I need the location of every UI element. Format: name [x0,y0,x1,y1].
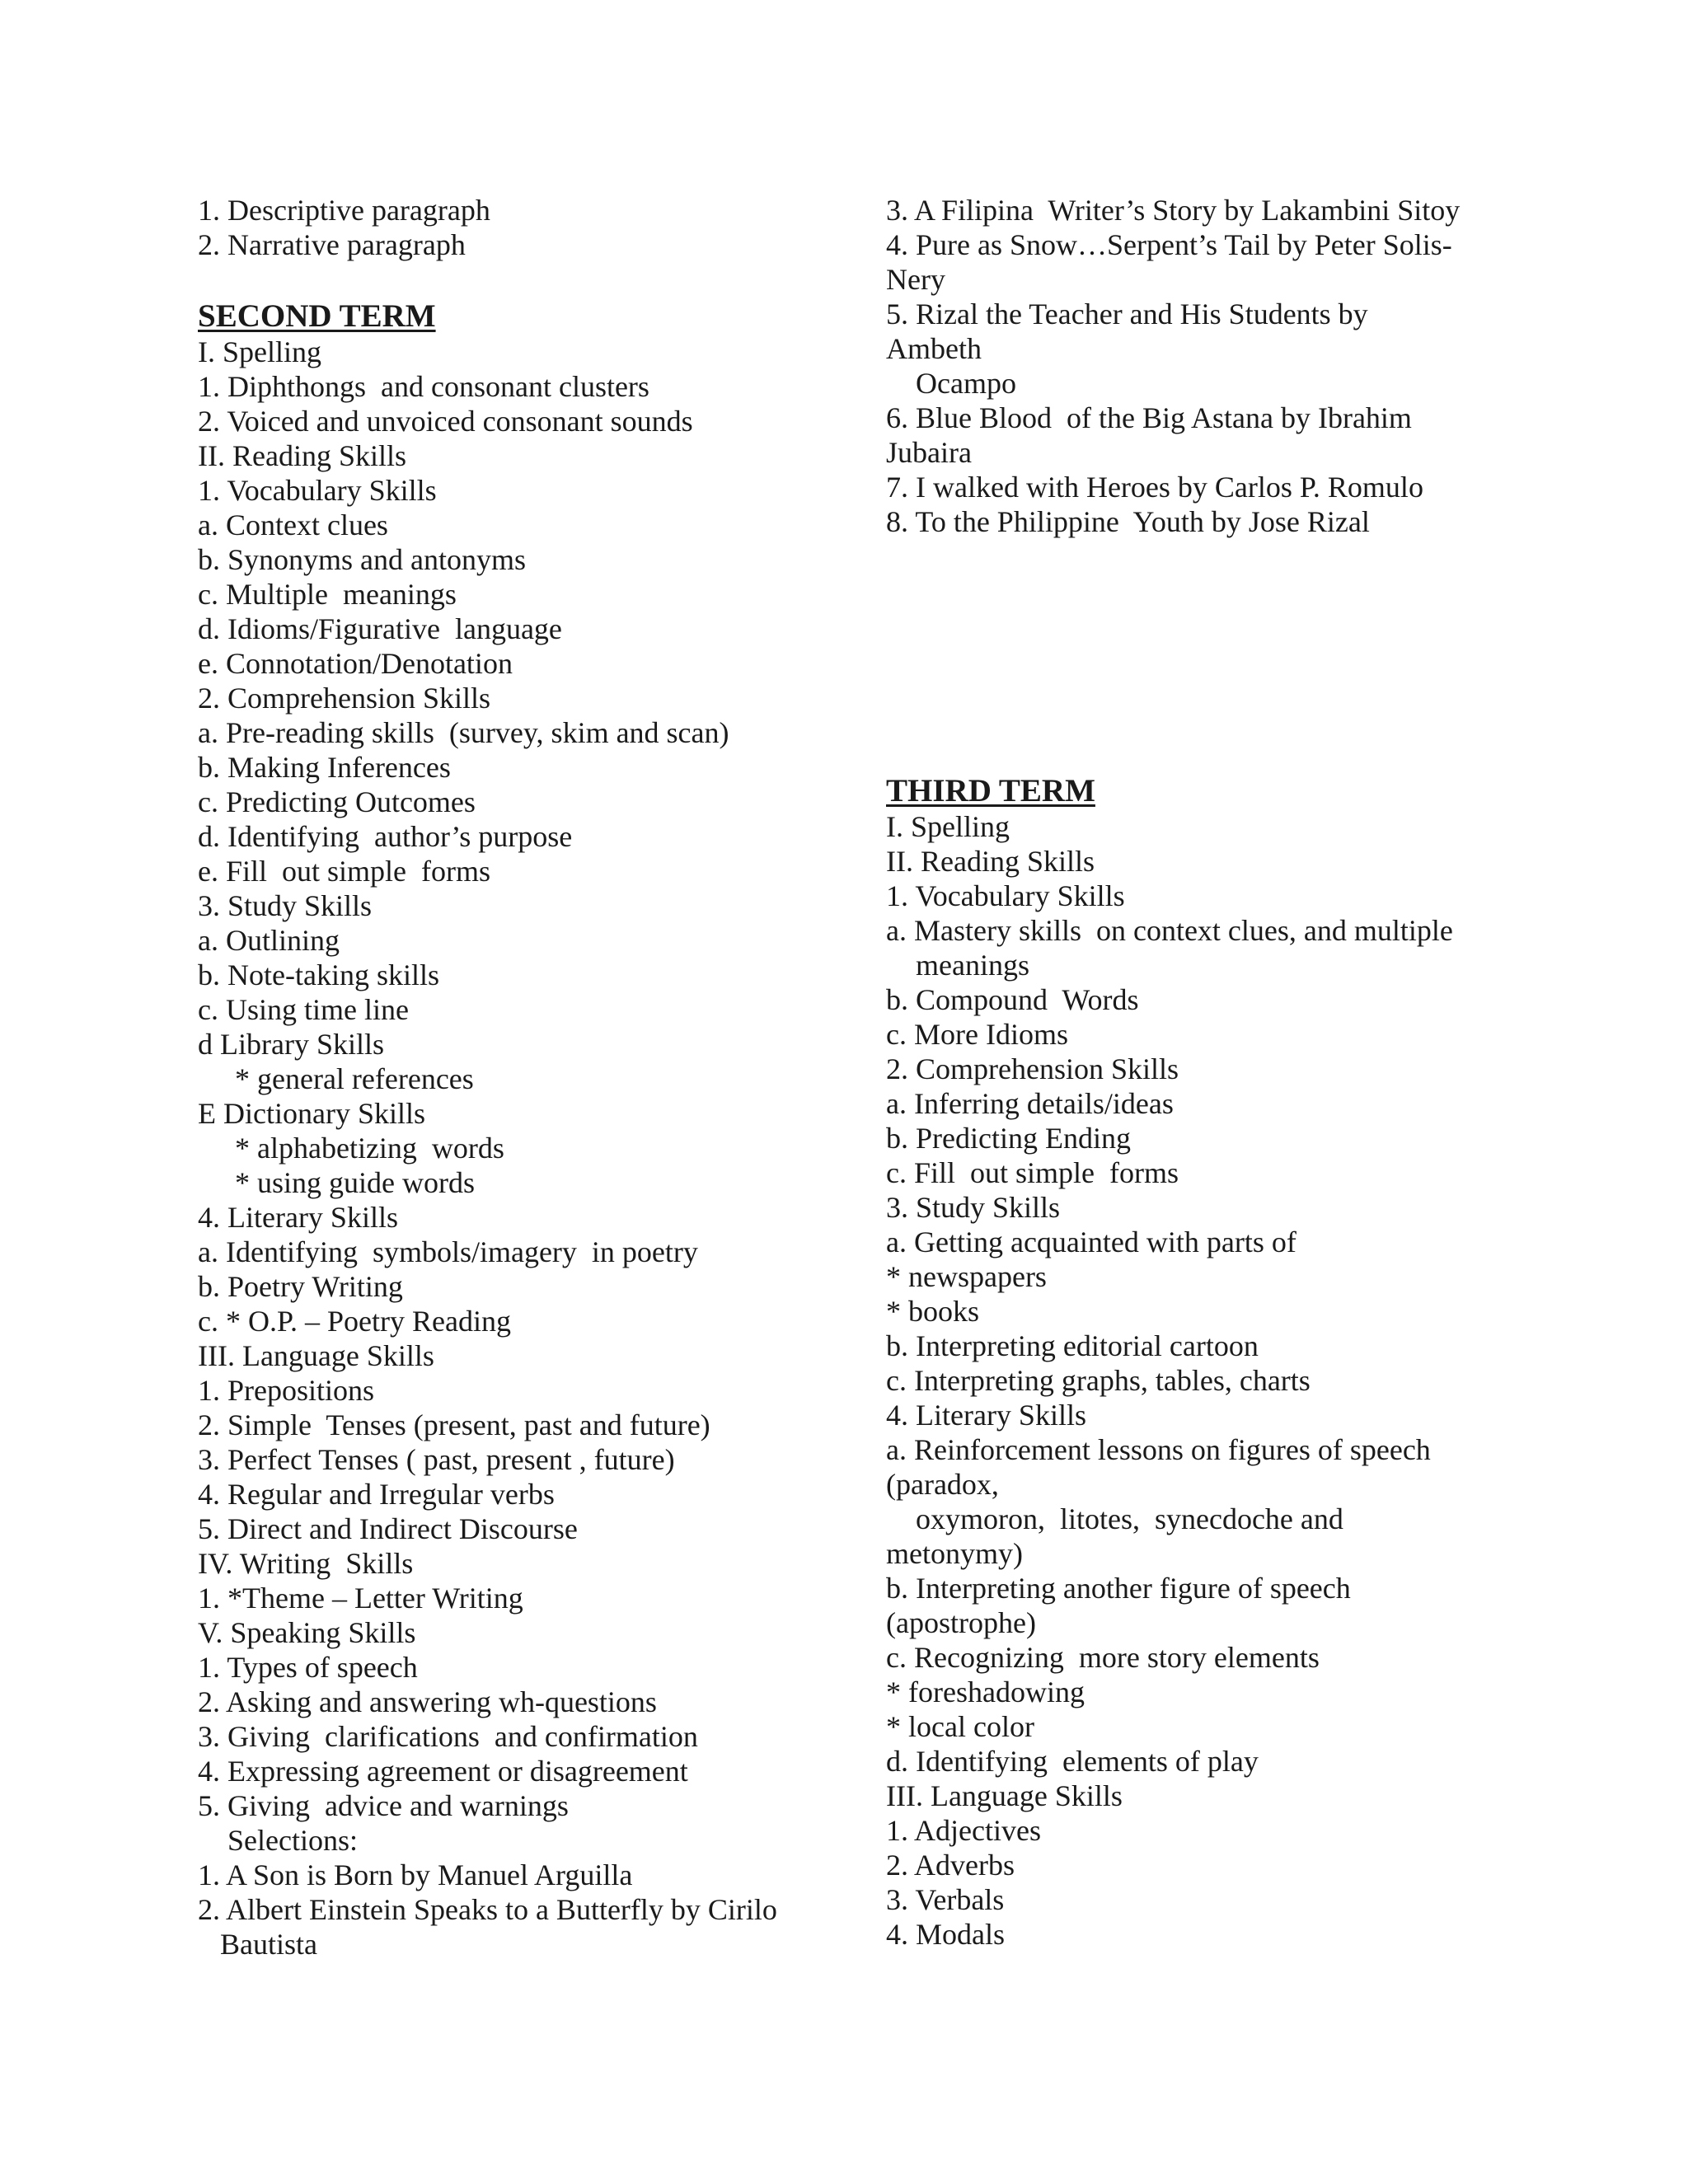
outline-line: 1. Vocabulary Skills [886,879,1125,912]
outline-line: oxymoron, litotes, synecdoche and [886,1502,1343,1535]
outline-line: 4. Expressing agreement or disagreement [198,1755,688,1788]
outline-line: 8. To the Philippine Youth by Jose Rizal [886,505,1370,538]
spacer [198,262,857,298]
outline-line: e. Fill out simple forms [198,855,490,888]
outline-line: b. Interpreting another figure of speech [886,1572,1351,1605]
outline-line: d. Idioms/Figurative language [198,612,562,645]
outline-line: 1. Types of speech [198,1651,418,1684]
outline-line: 1. A Son is Born by Manuel Arguilla [198,1858,633,1891]
outline-line: III. Language Skills [198,1339,434,1372]
outline-line: Jubaira [886,436,972,469]
outline-line: 2. Comprehension Skills [198,682,491,715]
third-term-heading: THIRD TERM [886,773,1095,808]
outline-line: d. Identifying elements of play [886,1745,1259,1778]
outline-line: 1. Adjectives [886,1814,1041,1847]
outline-line: * local color [886,1710,1034,1743]
outline-line: 1. *Theme – Letter Writing [198,1582,523,1615]
outline-line: 3. Perfect Tenses ( past, present , future) [198,1443,675,1476]
outline-line: b. Interpreting editorial cartoon [886,1329,1259,1362]
outline-line: E Dictionary Skills [198,1097,425,1130]
outline-line: 1. Prepositions [198,1374,375,1407]
outline-line: a. Outlining [198,924,340,957]
outline-line: c. * O.P. – Poetry Reading [198,1305,511,1338]
outline-line: Ambeth [886,332,982,365]
outline-line: 3. Study Skills [198,889,373,922]
outline-line: Ocampo [886,367,1016,400]
outline-line: * newspapers [886,1260,1047,1293]
outline-line: Nery [886,263,945,296]
left-top-list [198,193,857,262]
spacer [886,539,1479,773]
outline-line: d. Identifying author’s purpose [198,820,573,853]
second-term-heading: SECOND TERM [198,298,436,334]
outline-line: 3. Giving clarifications and confirmation [198,1720,698,1753]
outline-line: * alphabetizing words [198,1132,504,1165]
outline-line: 4. Modals [886,1918,1005,1951]
outline-line: Selections: [198,1824,358,1857]
outline-line: 5. Rizal the Teacher and His Students by [886,298,1368,330]
outline-line: c. Interpreting graphs, tables, charts [886,1364,1311,1397]
outline-line: III. Language Skills [886,1779,1123,1812]
outline-line: e. Connotation/Denotation [198,647,513,680]
outline-line: c. Fill out simple forms [886,1156,1179,1189]
outline-line: II. Reading Skills [886,845,1095,878]
second-term-list [198,335,857,1961]
outline-line: 4. Pure as Snow…Serpent’s Tail by Peter Solis- [886,228,1452,261]
outline-line: b. Predicting Ending [886,1122,1131,1155]
outline-line: 1. Descriptive paragraph [198,194,490,227]
outline-line: (apostrophe) [886,1606,1036,1639]
outline-line: a. Inferring details/ideas [886,1087,1174,1120]
outline-line: 5. Giving advice and warnings [198,1789,569,1822]
outline-line: 2. Voiced and unvoiced consonant sounds [198,405,693,438]
outline-line: c. Predicting Outcomes [198,785,476,818]
outline-line: a. Getting acquainted with parts of [886,1226,1296,1258]
outline-line: b. Making Inferences [198,751,451,784]
outline-line: 4. Regular and Irregular verbs [198,1478,555,1511]
outline-line: * general references [198,1062,474,1095]
outline-line: 3. Study Skills [886,1191,1061,1224]
outline-line: 2. Asking and answering wh-questions [198,1685,657,1718]
outline-line: 2. Comprehension Skills [886,1052,1179,1085]
outline-line: meanings [886,949,1029,982]
outline-line: a. Mastery skills on context clues, and multiple [886,914,1453,947]
outline-line: I. Spelling [198,335,321,368]
outline-line: * using guide words [198,1166,475,1199]
outline-line: a. Reinforcement lessons on figures of speech [886,1433,1431,1466]
outline-line: 4. Literary Skills [886,1399,1086,1432]
outline-line: 2. Narrative paragraph [198,228,466,261]
outline-line: a. Context clues [198,509,388,541]
outline-line: I. Spelling [886,810,1010,843]
outline-line: 4. Literary Skills [198,1201,398,1234]
third-term-list [886,809,1479,1952]
outline-line: * foreshadowing [886,1675,1085,1708]
outline-line: 5. Direct and Indirect Discourse [198,1512,578,1545]
outline-line: 3. A Filipina Writer’s Story by Lakambini Sitoy [886,194,1461,227]
outline-line: * books [886,1295,980,1328]
left-column [198,193,857,1961]
outline-line: c. Using time line [198,993,409,1026]
outline-line: a. Identifying symbols/imagery in poetry [198,1235,698,1268]
outline-line: b. Synonyms and antonyms [198,543,527,576]
outline-line: d Library Skills [198,1028,384,1061]
outline-line: a. Pre-reading skills (survey, skim and scan) [198,716,729,749]
outline-line: 2. Adverbs [886,1849,1015,1882]
outline-line: V. Speaking Skills [198,1616,416,1649]
outline-line: Bautista [198,1928,317,1961]
outline-line: c. Recognizing more story elements [886,1641,1320,1674]
outline-line: 1. Vocabulary Skills [198,474,437,507]
selections-list [886,193,1479,539]
outline-line: b. Compound Words [886,983,1139,1016]
outline-line: c. Multiple meanings [198,578,457,611]
outline-line: 7. I walked with Heroes by Carlos P. Romulo [886,471,1423,504]
outline-line: II. Reading Skills [198,439,406,472]
outline-line: IV. Writing Skills [198,1547,414,1580]
outline-line: 3. Verbals [886,1883,1005,1916]
outline-line: 2. Simple Tenses (present, past and future) [198,1408,710,1441]
right-column [886,193,1479,1952]
outline-line: 2. Albert Einstein Speaks to a Butterfly by Cirilo [198,1893,777,1926]
outline-line: 6. Blue Blood of the Big Astana by Ibrahim [886,401,1412,434]
outline-line: 1. Diphthongs and consonant clusters [198,370,649,403]
outline-line: b. Poetry Writing [198,1270,403,1303]
outline-line: b. Note-taking skills [198,958,439,991]
outline-line: (paradox, [886,1468,999,1501]
outline-line: metonymy) [886,1537,1023,1570]
outline-line: c. More Idioms [886,1018,1068,1051]
